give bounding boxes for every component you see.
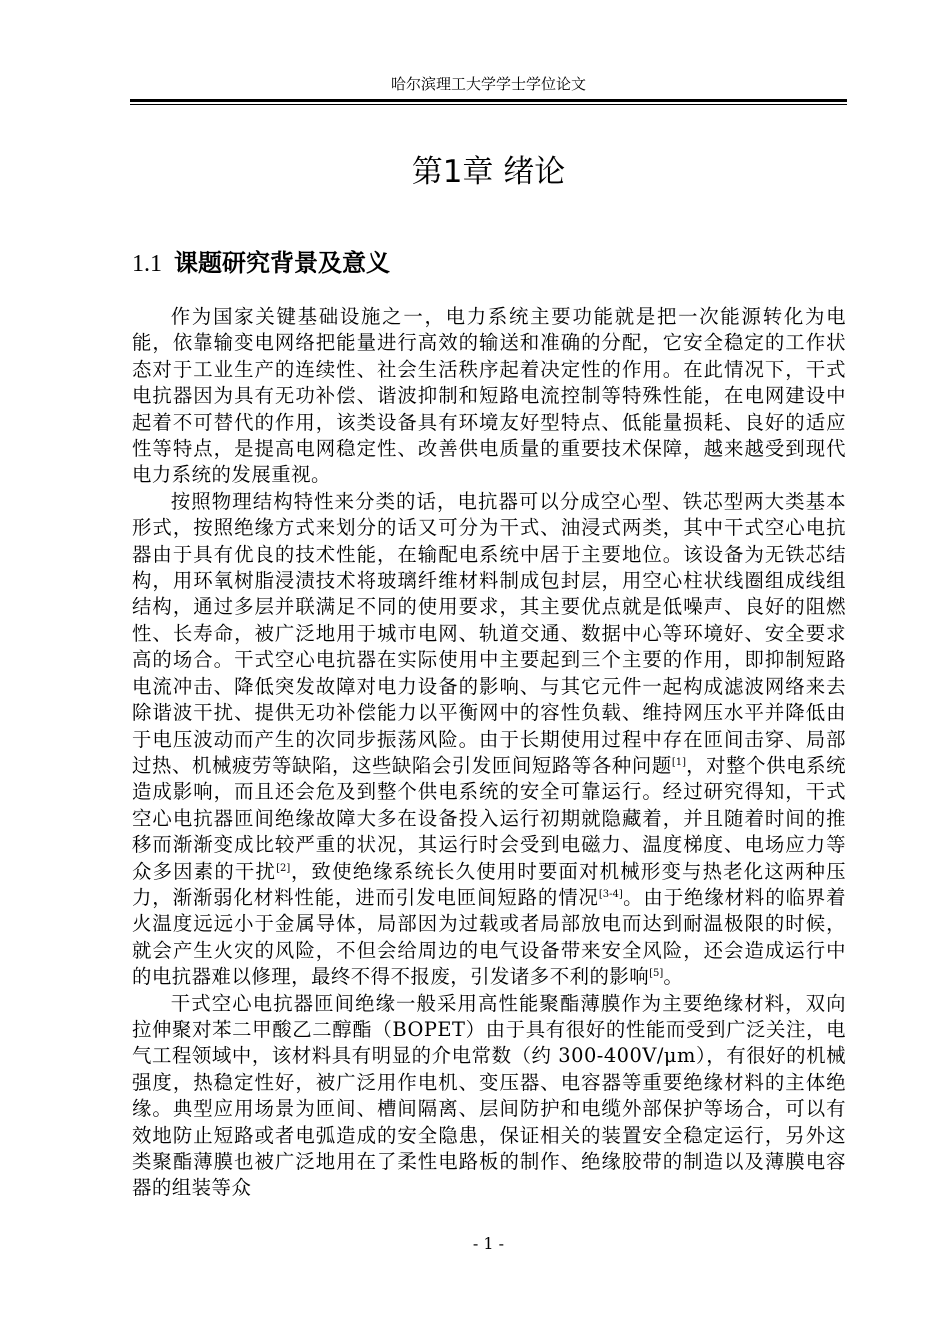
paragraph-text: ，对整个供电系统造成影响，而且还会危及到整个供电系统的安全可靠运行。经过研究得知，干式空心电抗器匝间绝缘故障大多在设备投入运行初期就隐藏着，并且随着时间的推移而渐渐变成比较严重的状况，其运行时会受到电磁力、温度梯度、电场应力等众多因素的干扰 bbox=[132, 753, 847, 883]
citation-superscript: [1] bbox=[671, 756, 687, 768]
paragraph-text: 。 bbox=[663, 965, 684, 989]
citation-superscript: [3-4] bbox=[598, 888, 623, 900]
paragraph-text: 干式空心电抗器匝间绝缘一般采用高性能聚酯薄膜作为主要绝缘材料，双向拉伸聚对苯二甲酸乙二醇酯（BOPET）由于具有很好的性能而受到广泛关注，电气工程领域中，该材料具有明显的介电常数（约 300-400V/μm），有很好的机械强度，热稳定性好，被广泛用作电机、变压器、电容器等重要绝缘材料的主体绝缘。典型应用场景为匝间、槽间隔离、层间防护和电缆外部保护等场合，可以有效地防止短路或者电弧造成的安全隐患，保证相关的装置安全稳定运行，另外这类聚酯薄膜也被广泛地用在了柔性电路板的制作、绝缘胶带的制造以及薄膜电容器的组装等众 bbox=[132, 991, 846, 1200]
header-rule-thin bbox=[130, 104, 847, 105]
citation-superscript: [5] bbox=[649, 968, 664, 980]
page-number: - 1 - bbox=[472, 1234, 505, 1253]
chapter-title: 第1章 绪论 bbox=[411, 154, 566, 190]
section-title: 课题研究背景及意义 bbox=[174, 249, 390, 277]
paragraph-1 bbox=[132, 304, 846, 489]
section-heading bbox=[132, 245, 390, 282]
paragraph-3 bbox=[132, 991, 846, 1202]
paragraph-text: ，致使绝缘系统长久使用时要面对机械形变与热老化这两种压力，渐渐弱化材料性能，进而引发电匝间短路的情况 bbox=[132, 859, 847, 909]
paragraph-text: 。由于绝缘材料的临界着火温度远远小于金属导体，局部因为过载或者局部放电而达到耐温极限的时候，就会产生火灾的风险，不但会给周边的电气设备带来安全风险，还会造成运行中的电抗器难以修理，最终不得不报废，引发诸多不利的影响 bbox=[132, 885, 846, 989]
citation-superscript: [2] bbox=[276, 862, 291, 874]
header-rule-thick bbox=[130, 99, 847, 102]
running-header: 哈尔滨理工大学学士学位论文 bbox=[390, 75, 586, 93]
section-number: 1.1 bbox=[132, 251, 162, 277]
paragraph-text: 按照物理结构特性来分类的话，电抗器可以分成空心型、铁芯型两大类基本形式，按照绝缘方式来划分的话又可分为干式、油浸式两类，其中干式空心电抗器由于具有优良的技术性能，在输配电系统中居于主要地位。该设备为无铁芯结构，用环氧树脂浸渍技术将玻璃纤维材料制成包封层，用空心柱状线圈组成线组结构，通过多层并联满足不同的使用要求，其主要优点就是低噪声、良好的阻燃性、长寿命，被广泛地用于城市电网、轨道交通、数据中心等环境好、安全要求高的场合。干式空心电抗器在实际使用中主要起到三个主要的作用，即抑制短路电流冲击、降低突发故障对电力设备的影响、与其它元件一起构成滤波网络来去除谐波干扰、提供无功补偿能力以平衡网中的容性负载、维持网压水平并降低由于电压波动而产生的次同步振荡风险。由于长期使用过程中存在匝间击穿、局部过热、机械疲劳等缺陷，这些缺陷会引发匝间短路等各种问题 bbox=[132, 489, 846, 777]
body-text bbox=[132, 304, 846, 1202]
paragraph-2 bbox=[132, 489, 846, 991]
paragraph-text: 作为国家关键基础设施之一，电力系统主要功能就是把一次能源转化为电能，依靠输变电网络把能量进行高效的输送和准确的分配，它安全稳定的工作状态对于工业生产的连续性、社会生活秩序起着决定性的作用。在此情况下，干式电抗器因为具有无功补偿、谐波抑制和短路电流控制等特殊性能，在电网建设中起着不可替代的作用，该类设备具有环境友好型特点、低能量损耗、良好的适应性等特点，是提高电网稳定性、改善供电质量的重要技术保障，越来越受到现代电力系统的发展重视。 bbox=[132, 305, 846, 487]
